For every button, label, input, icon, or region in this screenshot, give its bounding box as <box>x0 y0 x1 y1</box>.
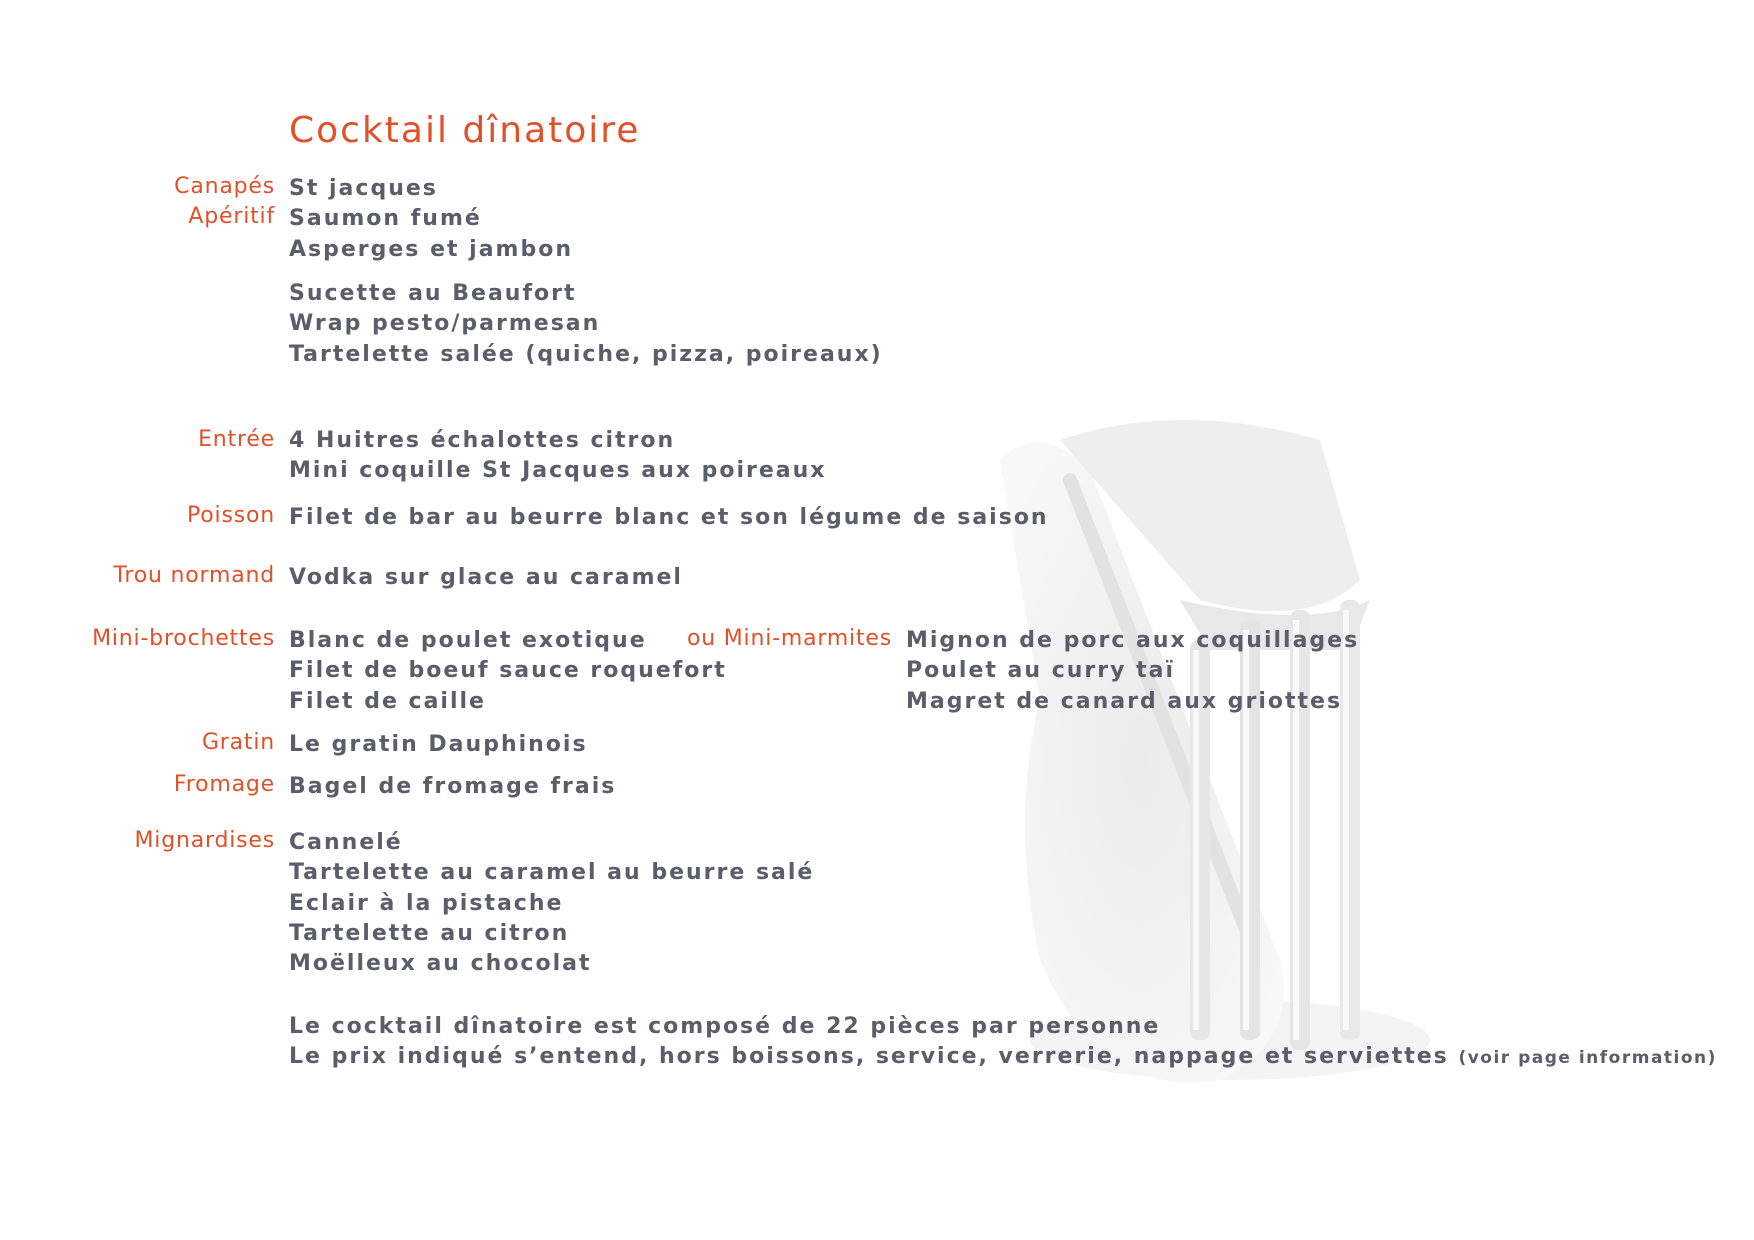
list-item: Tartelette au caramel au beurre salé <box>289 860 815 886</box>
canapes-list-2 <box>289 279 883 370</box>
note-line <box>289 1042 1717 1073</box>
list-item: Mini coquille St Jacques aux poireaux <box>289 458 827 484</box>
list-item: Moëlleux au chocolat <box>289 951 592 977</box>
section-label-mini-marmites: ou Mini-marmites <box>686 626 892 651</box>
poisson-list <box>289 503 1049 533</box>
list-item: Cannelé <box>289 830 403 855</box>
canapes-list-1 <box>289 174 573 265</box>
list-item: Filet de bar au beurre blanc et son légume de saison <box>289 505 1049 530</box>
section-label-trou-normand: Trou normand <box>113 563 275 588</box>
list-item: Blanc de poulet exotique <box>289 628 647 653</box>
list-item: Saumon fumé <box>289 206 482 232</box>
list-item: Filet de caille <box>289 688 486 714</box>
note-text: Le prix indiqué s’entend, hors boissons, service, verrerie, nappage et serviettes <box>289 1044 1449 1070</box>
list-item: Sucette au Beaufort <box>289 281 577 306</box>
list-item: Tartelette salée (quiche, pizza, poireaux) <box>289 341 883 367</box>
list-item: Asperges et jambon <box>289 236 573 262</box>
section-label-mini-brochettes: Mini-brochettes <box>92 626 275 651</box>
list-item: Le gratin Dauphinois <box>289 732 588 757</box>
list-item: Mignon de porc aux coquillages <box>906 628 1360 653</box>
list-item: Magret de canard aux griottes <box>906 688 1343 714</box>
section-label-mignardises: Mignardises <box>134 828 275 853</box>
list-item: Vodka sur glace au caramel <box>289 565 683 590</box>
section-label-canapes: Canapés <box>174 174 275 199</box>
section-label-aperitif: Apéritif <box>188 204 275 229</box>
list-item: Bagel de fromage frais <box>289 774 617 799</box>
fromage-list <box>289 772 616 802</box>
list-item: Eclair à la pistache <box>289 890 564 916</box>
section-label-entree: Entrée <box>198 427 275 452</box>
mignardises-list <box>289 828 814 979</box>
section-label-fromage: Fromage <box>173 772 275 797</box>
page-title: Cocktail dînatoire <box>289 110 641 151</box>
section-label-gratin: Gratin <box>201 730 275 755</box>
mini-marmites-list <box>906 626 1359 717</box>
list-item: St jacques <box>289 176 438 201</box>
list-item: 4 Huitres échalottes citron <box>289 428 676 453</box>
section-label-poisson: Poisson <box>187 503 275 528</box>
list-item: Poulet au curry taï <box>906 658 1176 684</box>
pricing-notes <box>289 1012 1717 1074</box>
list-item: Filet de boeuf sauce roquefort <box>289 658 727 684</box>
list-item: Tartelette au citron <box>289 920 570 946</box>
note-line: Le cocktail dînatoire est composé de 22 pièces par personne <box>289 1014 1161 1039</box>
entree-list <box>289 426 826 487</box>
list-item: Wrap pesto/parmesan <box>289 311 601 337</box>
trou-normand-list <box>289 563 683 593</box>
mini-brochettes-list <box>289 626 727 717</box>
gratin-list <box>289 730 588 760</box>
note-reference: (voir page information) <box>1458 1048 1717 1069</box>
